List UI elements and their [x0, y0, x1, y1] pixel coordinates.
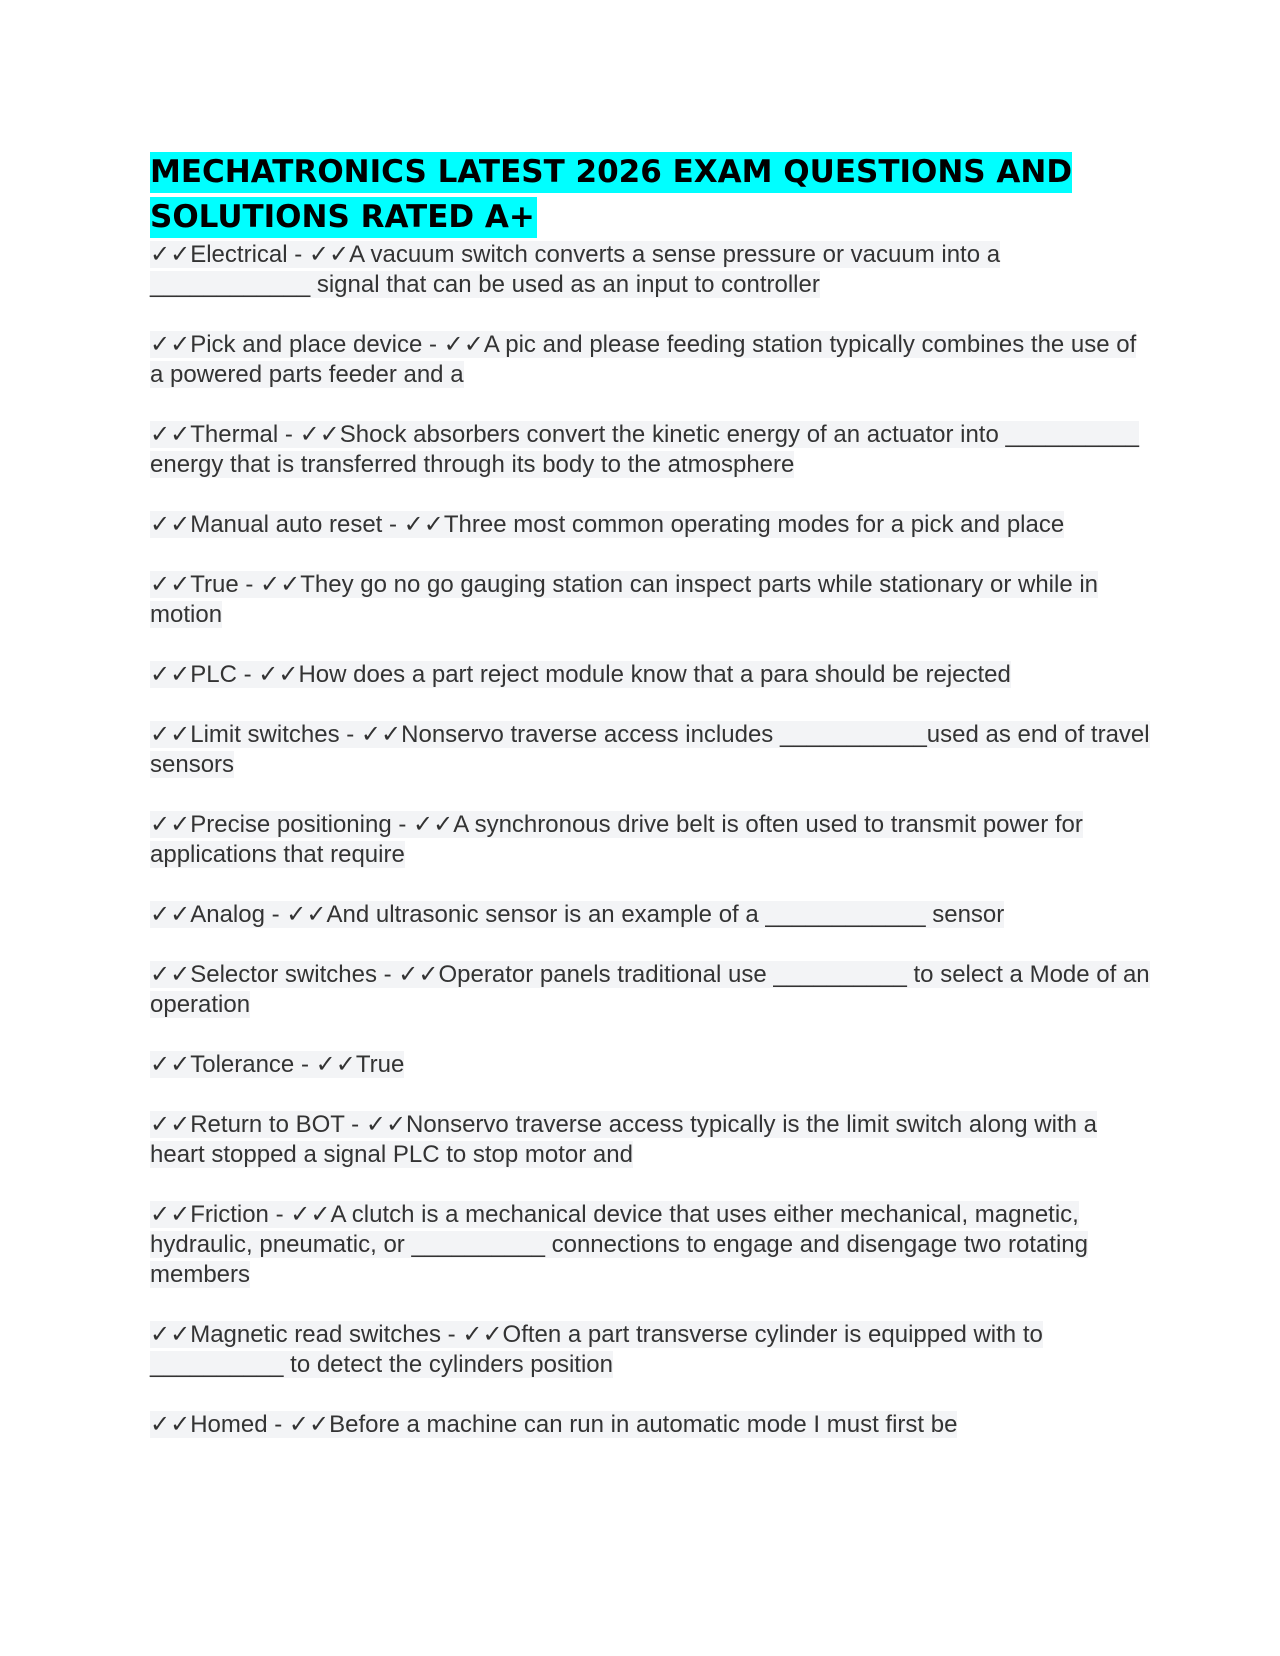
qa-item-text: ✓✓Magnetic read switches - ✓✓Often a part transverse cylinder is equipped with to __________ to detect the cylinders position	[150, 1321, 1043, 1378]
qa-item-text: ✓✓True - ✓✓They go no go gauging station can inspect parts while stationary or while in motion	[150, 571, 1099, 628]
qa-item-text: ✓✓Friction - ✓✓A clutch is a mechanical device that uses either mechanical, magnetic, hydraulic, pneumatic, or __________ connections to engage and disengage two rotating members	[150, 1201, 1089, 1288]
qa-item	[150, 810, 1150, 870]
document-page	[150, 150, 1150, 1470]
qa-item-text: ✓✓PLC - ✓✓How does a part reject module know that a para should be rejected	[150, 661, 1011, 688]
qa-item-text: ✓✓Analog - ✓✓And ultrasonic sensor is an example of a ____________ sensor	[150, 901, 1005, 928]
qa-item-text: ✓✓Limit switches - ✓✓Nonservo traverse access includes ___________used as end of travel sensors	[150, 721, 1150, 778]
qa-item	[150, 1410, 1150, 1440]
qa-item	[150, 1200, 1150, 1290]
document-title-text: MECHATRONICS LATEST 2026 EXAM QUESTIONS AND SOLUTIONS RATED A+	[150, 152, 1072, 238]
document-title	[150, 150, 1150, 240]
qa-list	[150, 240, 1150, 1440]
qa-item	[150, 660, 1150, 690]
qa-item	[150, 570, 1150, 630]
qa-item	[150, 1050, 1150, 1080]
qa-item-text: ✓✓Selector switches - ✓✓Operator panels traditional use __________ to select a Mode of an operation	[150, 961, 1150, 1018]
qa-item-text: ✓✓Pick and place device - ✓✓A pic and please feeding station typically combines the use of a powered parts feeder and a	[150, 331, 1137, 388]
qa-item-text: ✓✓Manual auto reset - ✓✓Three most common operating modes for a pick and place	[150, 511, 1065, 538]
qa-item	[150, 1110, 1150, 1170]
qa-item-text: ✓✓Tolerance - ✓✓True	[150, 1051, 405, 1078]
qa-item	[150, 240, 1150, 300]
qa-item-text: ✓✓Thermal - ✓✓Shock absorbers convert the kinetic energy of an actuator into __________ energy that is transferred through its body to the atmosphere	[150, 421, 1139, 478]
qa-item	[150, 1320, 1150, 1380]
qa-item	[150, 330, 1150, 390]
qa-item-text: ✓✓Homed - ✓✓Before a machine can run in automatic mode I must first be	[150, 1411, 958, 1438]
qa-item-text: ✓✓Precise positioning - ✓✓A synchronous drive belt is often used to transmit power for applications that require	[150, 811, 1083, 868]
qa-item	[150, 420, 1150, 480]
qa-item	[150, 720, 1150, 780]
qa-item	[150, 900, 1150, 930]
qa-item-text: ✓✓Return to BOT - ✓✓Nonservo traverse access typically is the limit switch along with a heart stopped a signal PLC to stop motor and	[150, 1111, 1097, 1168]
qa-item	[150, 960, 1150, 1020]
qa-item	[150, 510, 1150, 540]
qa-item-text: ✓✓Electrical - ✓✓A vacuum switch converts a sense pressure or vacuum into a ____________ signal that can be used as an input to controller	[150, 241, 1001, 298]
